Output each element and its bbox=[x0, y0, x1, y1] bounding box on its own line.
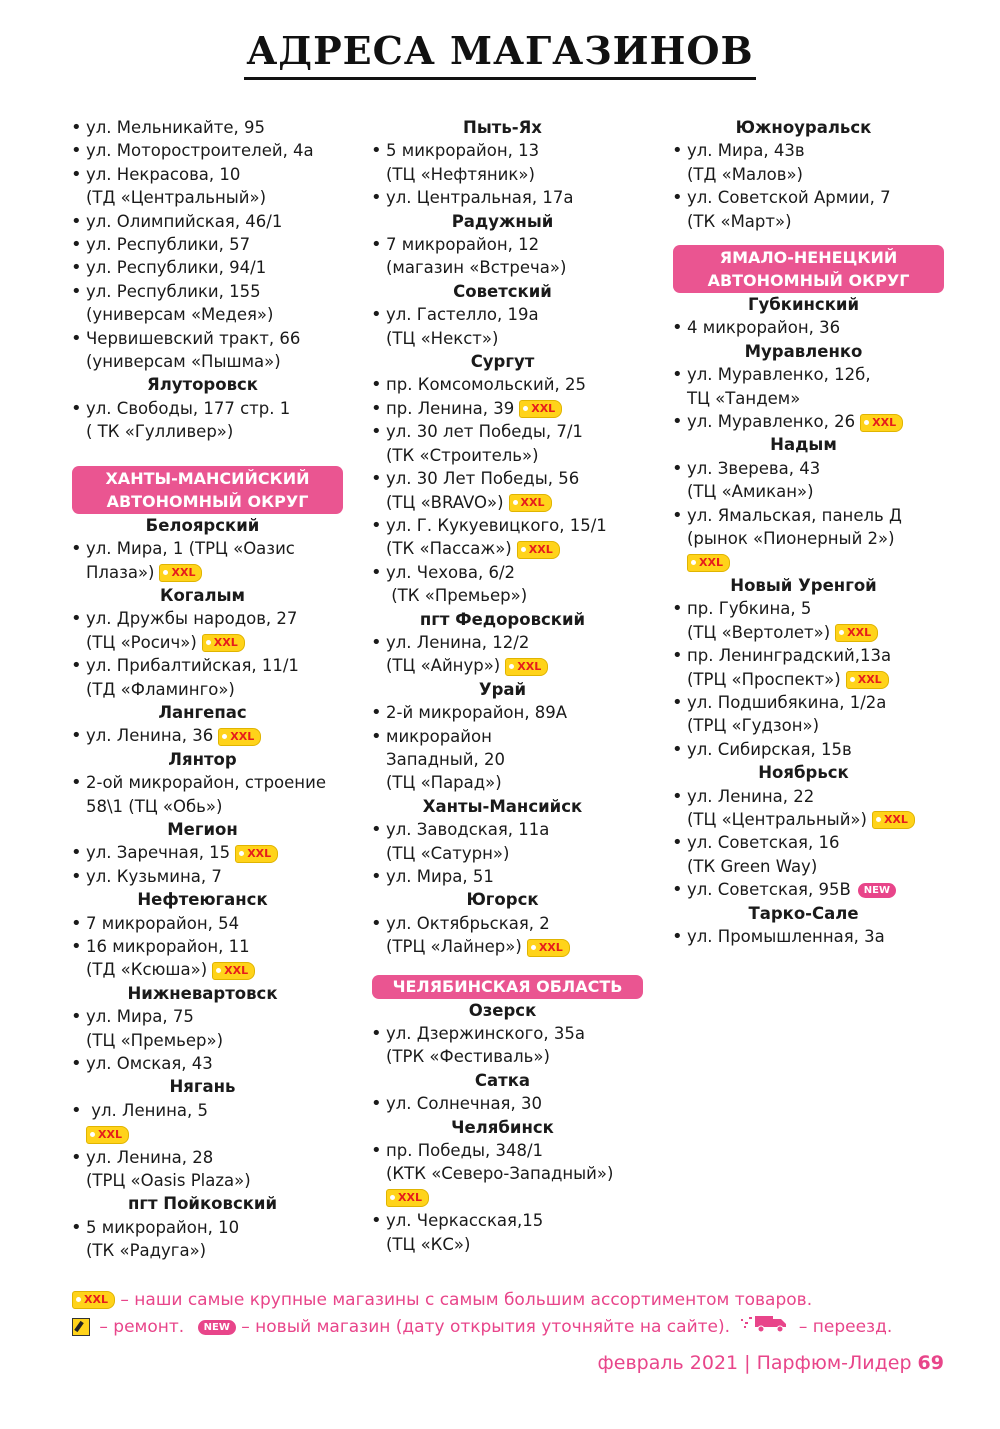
list-item: • ул. Чехова, 6/2 (ТК «Премьер») bbox=[370, 561, 645, 608]
city-heading: Пыть-Ях bbox=[463, 118, 542, 137]
city-heading: Белоярский bbox=[145, 515, 260, 535]
list-item: • 16 микрорайон, 11 (ТД «Ксюша») XXL bbox=[70, 935, 345, 982]
list-item: • 4 микрорайон, 36 bbox=[671, 316, 946, 339]
list-item: • ул. Октябрьская, 2 (ТРЦ «Лайнер») XXL bbox=[370, 912, 645, 959]
list-item: • ул. 30 лет Победы, 7/1 (ТК «Строитель») bbox=[370, 420, 645, 467]
repair-icon bbox=[72, 1318, 90, 1336]
list-item: • ул. Ленина, 5 XXL bbox=[70, 1099, 345, 1146]
list-item: • ул. Муравленко, 12б, ТЦ «Тандем» bbox=[671, 363, 946, 410]
city-heading: Лянтор bbox=[168, 749, 237, 769]
list-item: • ул. Центральная, 17а bbox=[370, 186, 645, 209]
region-heading-yanao: ЯМАЛО-НЕНЕЦКИЙ АВТОНОМНЫЙ ОКРУГ bbox=[673, 245, 944, 293]
list-item: • 2-ой микрорайон, строение 58\1 (ТЦ «Обь») bbox=[70, 771, 345, 818]
list-item: • пр. Губкина, 5 (ТЦ «Вертолет») XXL bbox=[671, 597, 946, 644]
column-1 bbox=[70, 116, 345, 1263]
list-item: • ул. Ленина, 22 (ТЦ «Центральный») XXL bbox=[671, 785, 946, 832]
new-badge: NEW bbox=[198, 1320, 236, 1335]
xxl-badge: XXL bbox=[218, 728, 261, 746]
list-item: • ул. Черкасская,15 (ТЦ «КС») bbox=[370, 1209, 645, 1256]
list-item: • ул. Олимпийская, 46/1 bbox=[70, 210, 345, 233]
xxl-badge: XXL bbox=[860, 414, 903, 432]
list-item: • пр. Победы, 348/1 (КТК «Северо-Западный») XXL bbox=[370, 1139, 645, 1209]
list-item: • ул. Гастелло, 19а (ТЦ «Некст») bbox=[370, 303, 645, 350]
list-item: • пр. Ленинградский,13а (ТРЦ «Проспект») XXL bbox=[671, 644, 946, 691]
list-item: • ул. Свободы, 177 стр. 1 ( ТК «Гулливер») bbox=[70, 397, 345, 444]
list-item: • 7 микрорайон, 12 (магазин «Встреча») bbox=[370, 233, 645, 280]
city-heading: Челябинск bbox=[451, 1117, 554, 1137]
page-number: 69 bbox=[917, 1352, 944, 1374]
list-item: • ул. Советская, 95В NEW bbox=[671, 878, 946, 901]
city-heading: Сургут bbox=[470, 352, 535, 372]
list-item: • ул. Ленина, 28 (ТРЦ «Oasis Plaza») bbox=[70, 1146, 345, 1193]
list-item: • 5 микрорайон, 10 (ТК «Радуга») bbox=[70, 1216, 345, 1263]
list-item: • ул. Мира, 1 (ТРЦ «Оазис Плаза») XXL bbox=[70, 537, 345, 584]
city-heading: Лангепас bbox=[158, 702, 247, 722]
city-heading: Надым bbox=[770, 435, 837, 455]
xxl-badge: XXL bbox=[872, 811, 915, 829]
list-item: • ул. Подшибякина, 1/2а (ТРЦ «Гудзон») bbox=[671, 691, 946, 738]
list-item: • ул. 30 Лет Победы, 56 (ТЦ «BRAVO») XXL bbox=[370, 467, 645, 514]
xxl-badge: XXL bbox=[212, 962, 255, 980]
xxl-badge: XXL bbox=[517, 541, 560, 559]
list-item: • пр. Ленина, 39 XXL bbox=[370, 397, 645, 420]
list-item: • ул. Дзержинского, 35а (ТРК «Фестиваль») bbox=[370, 1022, 645, 1069]
list-item: • 5 микрорайон, 13 (ТЦ «Нефтяник») bbox=[370, 139, 645, 186]
city-heading: Ханты-Мансийск bbox=[422, 796, 583, 816]
city-heading: Губкинский bbox=[747, 295, 860, 315]
xxl-badge: XXL bbox=[527, 939, 570, 957]
city-heading: пгт Федоровский bbox=[419, 609, 586, 629]
xxl-badge: XXL bbox=[159, 564, 202, 582]
list-item: • ул. Мира, 75 (ТЦ «Премьер») bbox=[70, 1005, 345, 1052]
list-item: • ул. Заводская, 11а (ТЦ «Сатурн») bbox=[370, 818, 645, 865]
city-heading: Тарко-Сале bbox=[748, 903, 859, 923]
column-3 bbox=[671, 116, 946, 948]
city-heading: Нефтеюганск bbox=[137, 890, 268, 910]
xxl-badge: XXL bbox=[835, 624, 878, 642]
list-item: • ул. Советской Армии, 7 (ТК «Март») bbox=[671, 186, 946, 233]
new-badge: NEW bbox=[858, 883, 896, 898]
list-item: • ул. Советская, 16 (ТК Green Way) bbox=[671, 831, 946, 878]
list-item: • 7 микрорайон, 54 bbox=[70, 912, 345, 935]
xxl-badge: XXL bbox=[509, 494, 552, 512]
city-heading: Нягань bbox=[169, 1077, 236, 1097]
list-item: • ул. Дружбы народов, 27 (ТЦ «Росич») XXL bbox=[70, 607, 345, 654]
legend-other: – ремонт. NEW – новый магазин (дату открытия уточняйте на сайте). – переезд. bbox=[72, 1313, 892, 1341]
list-item: • ул. Сибирская, 15в bbox=[671, 738, 946, 761]
xxl-badge: XXL bbox=[687, 554, 730, 572]
list-item: • ул. Г. Кукуевицкого, 15/1 (ТК «Пассаж») XXL bbox=[370, 514, 645, 561]
city-heading: Новый Уренгой bbox=[730, 575, 877, 595]
page-title: АДРЕСА МАГАЗИНОВ bbox=[0, 28, 1000, 73]
city-heading: Ноябрьск bbox=[758, 763, 849, 783]
list-item: • ул. Некрасова, 10 (ТД «Центральный») bbox=[70, 163, 345, 210]
truck-icon bbox=[741, 1313, 789, 1341]
list-item: • пр. Комсомольский, 25 bbox=[370, 373, 645, 396]
list-item: • ул. Ленина, 36 XXL bbox=[70, 724, 345, 747]
list-item: • ул. Омская, 43 bbox=[70, 1052, 345, 1075]
list-item: • ул. Моторостроителей, 4а bbox=[70, 139, 345, 162]
footer-text: февраль 2021 | Парфюм-Лидер bbox=[597, 1352, 912, 1374]
city-heading: Советский bbox=[453, 281, 552, 301]
city-heading: Муравленко bbox=[744, 341, 863, 361]
list-item: • ул. Прибалтийская, 11/1 (ТД «Фламинго») bbox=[70, 654, 345, 701]
list-item: • ул. Зверева, 43 (ТЦ «Амикан») bbox=[671, 457, 946, 504]
city-heading: Ялуторовск bbox=[146, 375, 258, 395]
list-item: • ул. Ямальская, панель Д (рынок «Пионерный 2») XXL bbox=[671, 504, 946, 574]
column-2 bbox=[370, 116, 645, 1256]
city-heading: Когалым bbox=[159, 585, 246, 605]
city-heading: Сатка bbox=[474, 1070, 531, 1090]
xxl-badge: XXL bbox=[505, 658, 548, 676]
list-item: • Червишевский тракт, 66 (универсам «Пышма») bbox=[70, 327, 345, 374]
list-item: • ул. Заречная, 15 XXL bbox=[70, 841, 345, 864]
xxl-badge: XXL bbox=[519, 400, 562, 418]
legend-xxl: XXL – наши самые крупные магазины с самым большим ассортиментом товаров. bbox=[72, 1288, 892, 1313]
list-item: • ул. Республики, 155 (универсам «Медея») bbox=[70, 280, 345, 327]
xxl-badge: XXL bbox=[202, 634, 245, 652]
city-heading: Югорск bbox=[466, 890, 539, 910]
city-heading: Мегион bbox=[167, 819, 238, 839]
legend bbox=[72, 1288, 892, 1341]
list-item: • ул. Мира, 43в (ТД «Малов») bbox=[671, 139, 946, 186]
city-heading: Радужный bbox=[451, 211, 554, 231]
list-item: • микрорайон Западный, 20 (ТЦ «Парад») bbox=[370, 725, 645, 795]
xxl-badge: XXL bbox=[235, 845, 278, 863]
xxl-badge: XXL bbox=[846, 671, 889, 689]
page-footer bbox=[598, 1352, 944, 1374]
city-heading: Нижневартовск bbox=[127, 983, 278, 1003]
list-item: • ул. Промышленная, 3а bbox=[671, 925, 946, 948]
list-item: • ул. Солнечная, 30 bbox=[370, 1092, 645, 1115]
list-item: • ул. Кузьмина, 7 bbox=[70, 865, 345, 888]
region-heading-khmao: ХАНТЫ-МАНСИЙСКИЙ АВТОНОМНЫЙ ОКРУГ bbox=[72, 466, 343, 514]
region-heading-chelyabinsk: ЧЕЛЯБИНСКАЯ ОБЛАСТЬ bbox=[372, 975, 643, 999]
city-heading: Озерск bbox=[468, 1000, 537, 1020]
list-item: • ул. Муравленко, 26 XXL bbox=[671, 410, 946, 433]
list-item: • 2-й микрорайон, 89А bbox=[370, 701, 645, 724]
xxl-badge: XXL bbox=[386, 1189, 429, 1207]
city-heading: Урай bbox=[478, 679, 527, 699]
xxl-badge: XXL bbox=[86, 1126, 129, 1144]
xxl-badge: XXL bbox=[72, 1291, 115, 1309]
city-heading: Южноуральск bbox=[735, 118, 872, 137]
list-item: • ул. Республики, 57 bbox=[70, 233, 345, 256]
list-item: • ул. Ленина, 12/2 (ТЦ «Айнур») XXL bbox=[370, 631, 645, 678]
list-item: • ул. Мира, 51 bbox=[370, 865, 645, 888]
list-item: • ул. Республики, 94/1 bbox=[70, 256, 345, 279]
list-item: • ул. Мельникайте, 95 bbox=[70, 116, 345, 139]
city-heading: пгт Пойковский bbox=[127, 1194, 278, 1214]
